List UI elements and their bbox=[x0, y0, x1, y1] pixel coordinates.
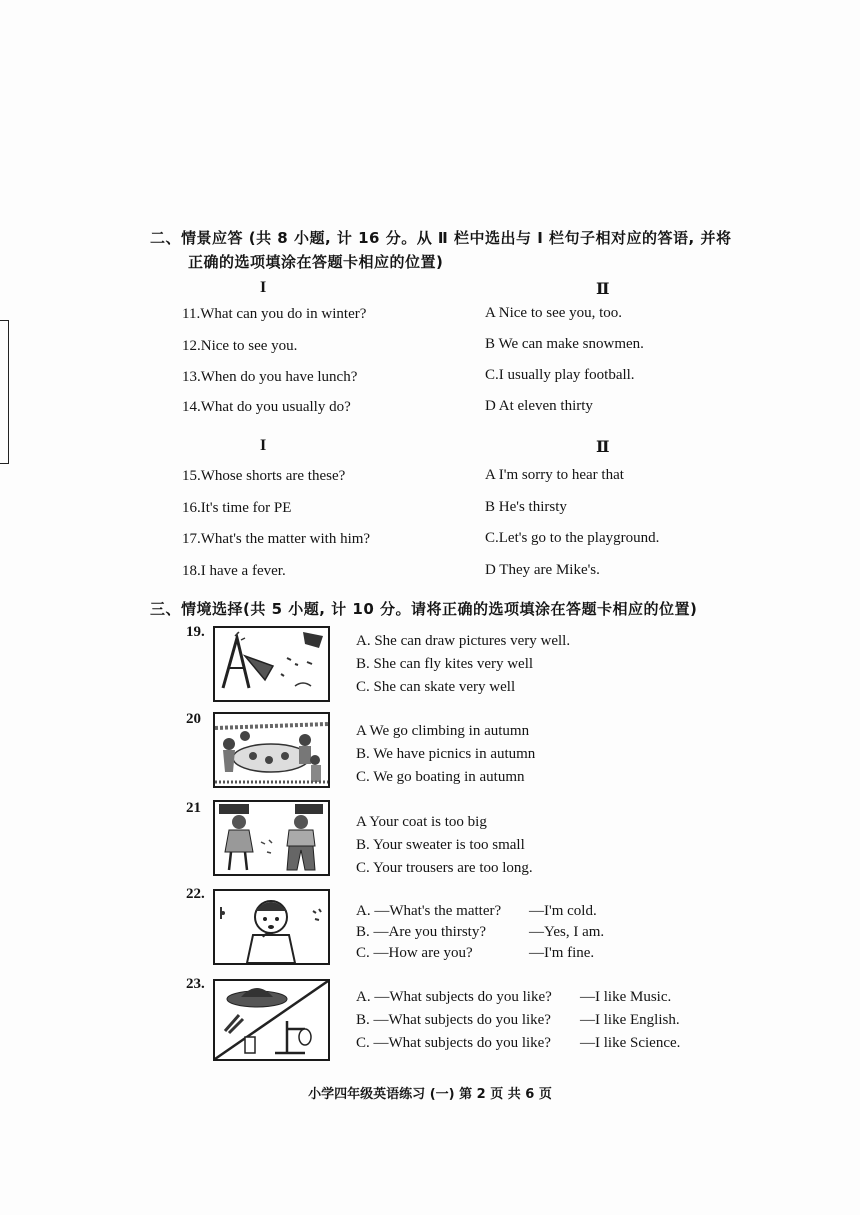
item-23-option-b: B. —What subjects do you like? bbox=[356, 1012, 551, 1028]
page-footer: 小学四年级英语练习 (一) 第 2 页 共 6 页 bbox=[308, 1087, 552, 1102]
question-18: 18.I have a fever. bbox=[182, 563, 286, 579]
item-19-option-a: A. She can draw pictures very well. bbox=[356, 633, 571, 649]
answer-group1-d: D At eleven thirty bbox=[485, 398, 593, 414]
item-21-option-b: B. Your sweater is too small bbox=[356, 837, 525, 853]
question-17: 17.What's the matter with him? bbox=[182, 531, 371, 547]
section2-title bbox=[150, 226, 750, 274]
item-23-option-a: A. —What subjects do you like? bbox=[356, 989, 552, 1005]
item-20-picture-picnic bbox=[213, 712, 330, 788]
item-23-reply-b: —I like English. bbox=[580, 1012, 680, 1028]
question-13: 13.When do you have lunch? bbox=[182, 369, 358, 385]
question-15: 15.Whose shorts are these? bbox=[182, 468, 346, 484]
item-21-option-a: A Your coat is too big bbox=[356, 814, 487, 830]
item-20-option-b: B. We have picnics in autumn bbox=[356, 746, 536, 762]
item-22-option-a: A. —What's the matter? bbox=[356, 903, 502, 919]
question-12: 12.Nice to see you. bbox=[182, 338, 298, 354]
item-22-option-b: B. —Are you thirsty? bbox=[356, 924, 486, 940]
item-20-option-c: C. We go boating in autumn bbox=[356, 769, 525, 785]
item-21-picture-clothes bbox=[213, 800, 330, 876]
item-21-number: 21 bbox=[186, 800, 201, 816]
answer-group2-c: C.Let's go to the playground. bbox=[485, 530, 660, 546]
item-19-picture-kite bbox=[213, 626, 330, 702]
column-head-right-2: Ⅱ bbox=[596, 439, 610, 456]
answer-group1-b: B We can make snowmen. bbox=[485, 336, 644, 352]
item-22-number: 22. bbox=[186, 886, 205, 902]
answer-group2-d: D They are Mike's. bbox=[485, 562, 600, 578]
item-19-number: 19. bbox=[186, 624, 205, 640]
column-head-left-2: I bbox=[260, 437, 267, 454]
item-23-reply-a: —I like Music. bbox=[580, 989, 672, 1005]
item-22-reply-a: —I'm cold. bbox=[529, 903, 597, 919]
section2-title-line2: 正确的选项填涂在答题卡相应的位置) bbox=[188, 253, 444, 271]
column-head-right-1: Ⅱ bbox=[596, 281, 610, 298]
item-21-option-c: C. Your trousers are too long. bbox=[356, 860, 533, 876]
item-23-option-c: C. —What subjects do you like? bbox=[356, 1035, 551, 1051]
item-20-number: 20 bbox=[186, 711, 201, 727]
item-22-picture-boy bbox=[213, 889, 330, 965]
item-23-number: 23. bbox=[186, 976, 205, 992]
section2-title-line1: 二、情景应答 (共 8 小题, 计 16 分。从 Ⅱ 栏中选出与 I 栏句子相对应的答语, 并将 bbox=[150, 229, 732, 247]
binding-margin-bracket bbox=[0, 320, 9, 464]
answer-group1-c: C.I usually play football. bbox=[485, 367, 635, 383]
item-20-option-a: A We go climbing in autumn bbox=[356, 723, 530, 739]
question-14: 14.What do you usually do? bbox=[182, 399, 351, 415]
item-19-option-c: C. She can skate very well bbox=[356, 679, 516, 695]
item-23-picture-science bbox=[213, 979, 330, 1061]
answer-group2-b: B He's thirsty bbox=[485, 499, 567, 515]
item-22-option-c: C. —How are you? bbox=[356, 945, 473, 961]
item-23-reply-c: —I like Science. bbox=[580, 1035, 681, 1051]
item-22-reply-b: —Yes, I am. bbox=[529, 924, 605, 940]
question-16: 16.It's time for PE bbox=[182, 500, 292, 516]
answer-group1-a: A Nice to see you, too. bbox=[485, 305, 623, 321]
column-head-left-1: I bbox=[260, 279, 267, 296]
item-19-option-b: B. She can fly kites very well bbox=[356, 656, 534, 672]
item-22-reply-c: —I'm fine. bbox=[529, 945, 595, 961]
answer-group2-a: A I'm sorry to hear that bbox=[485, 467, 624, 483]
question-11: 11.What can you do in winter? bbox=[182, 306, 367, 322]
section3-title: 三、情境选择(共 5 小题, 计 10 分。请将正确的选项填涂在答题卡相应的位置) bbox=[150, 600, 698, 618]
